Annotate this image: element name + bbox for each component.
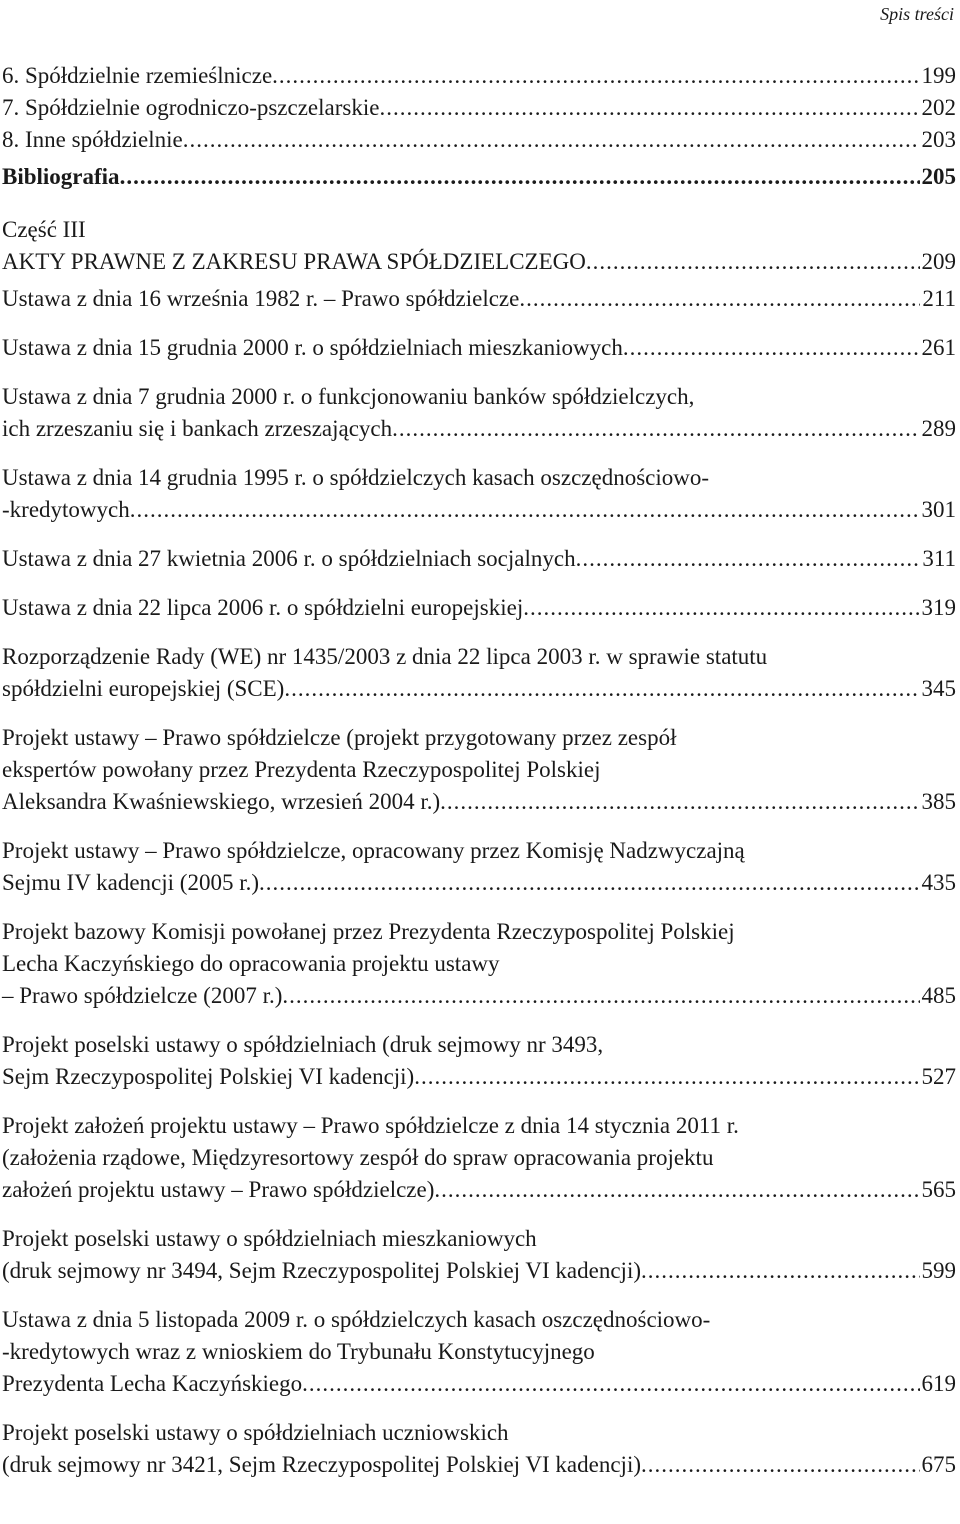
dot-leader <box>519 283 920 315</box>
toc-entry-line: Część III <box>2 217 86 242</box>
toc-entry-title: Bibliografia <box>2 164 120 189</box>
toc-entry[interactable] <box>2 592 956 624</box>
toc-entry-final-line <box>2 543 956 575</box>
page-number: 203 <box>921 127 956 152</box>
toc-entry-line: Ustawa z dnia 14 grudnia 1995 r. o spółdzielczych kasach oszczędnościowo- <box>2 465 710 490</box>
toc-entry-title: Sejmu IV kadencji (2005 r.) <box>2 870 259 895</box>
toc-entry-title: Ustawa z dnia 27 kwietnia 2006 r. o spółdzielniach socjalnych <box>2 546 576 571</box>
toc-entry-line: Projekt poselski ustawy o spółdzielniach mieszkaniowych <box>2 1226 537 1251</box>
toc-entry-line: Ustawa z dnia 5 listopada 2009 r. o spółdzielczych kasach oszczędnościowo- <box>2 1307 711 1332</box>
toc-entry[interactable] <box>2 462 956 526</box>
toc-entry[interactable] <box>2 722 956 818</box>
toc-entry-final-line <box>2 332 956 364</box>
toc-entry-final-line <box>2 161 956 193</box>
toc-entry-final-line <box>2 1174 956 1206</box>
toc-entry[interactable] <box>2 835 956 899</box>
toc-entry[interactable] <box>2 124 956 156</box>
page-number: 211 <box>922 286 956 311</box>
page-number: 675 <box>921 1452 956 1477</box>
toc-entry-final-line <box>2 1368 956 1400</box>
dot-leader <box>623 332 920 364</box>
toc-entry-title: Ustawa z dnia 15 grudnia 2000 r. o spółdzielniach mieszkaniowych <box>2 335 623 360</box>
toc-entry-final-line <box>2 1449 956 1481</box>
toc-entry-title: spółdzielni europejskiej (SCE) <box>2 676 285 701</box>
dot-leader <box>302 1368 919 1400</box>
toc-entry-title: Prezydenta Lecha Kaczyńskiego <box>2 1371 303 1396</box>
toc-entry-title: Sejm Rzeczypospolitej Polskiej VI kadencji) <box>2 1064 415 1089</box>
toc-entry-title: 8. Inne spółdzielnie <box>2 127 183 152</box>
page-number: 289 <box>921 416 956 441</box>
toc-entry[interactable] <box>2 1110 956 1206</box>
toc-entry-line: Ustawa z dnia 7 grudnia 2000 r. o funkcjonowaniu banków spółdzielczych, <box>2 384 695 409</box>
toc-entry-line: ekspertów powołany przez Prezydenta Rzeczypospolitej Polskiej <box>2 757 601 782</box>
toc-entry-final-line <box>2 786 956 818</box>
toc-entry-line: Projekt poselski ustawy o spółdzielniach uczniowskich <box>2 1420 509 1445</box>
toc-entry-title: -kredytowych <box>2 497 130 522</box>
dot-leader <box>183 124 920 156</box>
toc-entry-title: 6. Spółdzielnie rzemieślnicze <box>2 63 273 88</box>
page-number: 599 <box>921 1258 956 1283</box>
page-number: 311 <box>922 546 956 571</box>
toc-entry[interactable] <box>2 332 956 364</box>
running-header: Spis treści <box>880 4 954 24</box>
toc-entry-title: Ustawa z dnia 16 września 1982 r. – Prawo spółdzielcze <box>2 286 520 311</box>
toc-entry-final-line <box>2 1255 956 1287</box>
page-number: 202 <box>921 95 956 120</box>
page-number: 199 <box>921 63 956 88</box>
toc-entry-line: Projekt ustawy – Prawo spółdzielcze, opracowany przez Komisję Nadzwyczajną <box>2 838 745 863</box>
toc-entry-final-line <box>2 592 956 624</box>
toc-entry-title: założeń projektu ustawy – Prawo spółdzielcze) <box>2 1177 435 1202</box>
toc-entry-title: 7. Spółdzielnie ogrodniczo-pszczelarskie <box>2 95 380 120</box>
page-number: 485 <box>921 983 956 1008</box>
toc-entry-final-line <box>2 494 956 526</box>
toc-entry-final-line <box>2 283 956 315</box>
toc-entry-title: ich zrzeszaniu się i bankach zrzeszających <box>2 416 393 441</box>
toc-entry-line: Projekt założeń projektu ustawy – Prawo spółdzielcze z dnia 14 stycznia 2011 r. <box>2 1113 739 1138</box>
dot-leader <box>259 867 920 899</box>
dot-leader <box>641 1255 920 1287</box>
dot-leader <box>282 980 919 1012</box>
page-number: 435 <box>921 870 956 895</box>
toc-entry-final-line <box>2 867 956 899</box>
page-number: 205 <box>921 164 956 189</box>
toc-entry[interactable] <box>2 381 956 445</box>
dot-leader <box>379 92 919 124</box>
toc-entry-part-heading[interactable] <box>2 214 956 278</box>
toc-entry-title: Aleksandra Kwaśniewskiego, wrzesień 2004 r.) <box>2 789 441 814</box>
toc-entry-title: (druk sejmowy nr 3421, Sejm Rzeczypospolitej Polskiej VI kadencji) <box>2 1452 641 1477</box>
dot-leader <box>576 543 921 575</box>
dot-leader <box>392 413 919 445</box>
toc-entry[interactable] <box>2 1029 956 1093</box>
page-number: 565 <box>921 1177 956 1202</box>
toc-entry-title: Ustawa z dnia 22 lipca 2006 r. o spółdzielni europejskiej <box>2 595 524 620</box>
toc-entry-title: (druk sejmowy nr 3494, Sejm Rzeczypospolitej Polskiej VI kadencji) <box>2 1258 641 1283</box>
toc-entry-line: -kredytowych wraz z wnioskiem do Trybunału Konstytucyjnego <box>2 1339 595 1364</box>
toc-entry-final-line <box>2 92 956 124</box>
toc-entry[interactable] <box>2 92 956 124</box>
toc-entry-line: (założenia rządowe, Międzyresortowy zespół do spraw opracowania projektu <box>2 1145 714 1170</box>
toc-entry-final-line <box>2 246 956 278</box>
toc-entry-final-line <box>2 124 956 156</box>
page-number: 261 <box>921 335 956 360</box>
toc-entry-title: AKTY PRAWNE Z ZAKRESU PRAWA SPÓŁDZIELCZEGO <box>2 249 586 274</box>
dot-leader <box>414 1061 919 1093</box>
dot-leader <box>130 494 920 526</box>
toc-entry-final-line <box>2 60 956 92</box>
toc-entry-line: Projekt ustawy – Prawo spółdzielcze (projekt przygotowany przez zespół <box>2 725 677 750</box>
dot-leader <box>272 60 919 92</box>
page-number: 209 <box>921 249 956 274</box>
toc-entry-bibliography[interactable] <box>2 161 956 193</box>
page-number: 527 <box>921 1064 956 1089</box>
toc-entry[interactable] <box>2 916 956 1012</box>
toc-entry-title: – Prawo spółdzielcze (2007 r.) <box>2 983 283 1008</box>
toc-entry-line: Projekt poselski ustawy o spółdzielniach (druk sejmowy nr 3493, <box>2 1032 604 1057</box>
page-number: 319 <box>921 595 956 620</box>
toc-entry-line: Rozporządzenie Rady (WE) nr 1435/2003 z dnia 22 lipca 2003 r. w sprawie statutu <box>2 644 768 669</box>
toc-entry-final-line <box>2 673 956 705</box>
dot-leader <box>120 161 920 193</box>
dot-leader <box>586 246 920 278</box>
dot-leader <box>523 592 919 624</box>
toc-entry-final-line <box>2 980 956 1012</box>
page-number: 301 <box>921 497 956 522</box>
table-of-contents <box>2 60 956 1481</box>
toc-entry[interactable] <box>2 641 956 705</box>
dot-leader <box>284 673 919 705</box>
toc-entry-final-line <box>2 1061 956 1093</box>
toc-entry[interactable] <box>2 543 956 575</box>
toc-entry-final-line <box>2 413 956 445</box>
dot-leader <box>434 1174 919 1206</box>
toc-entry[interactable] <box>2 1304 956 1400</box>
page-number: 385 <box>921 789 956 814</box>
toc-entry[interactable] <box>2 1223 956 1287</box>
toc-entry[interactable] <box>2 1417 956 1481</box>
toc-entry[interactable] <box>2 283 956 315</box>
page-number: 345 <box>921 676 956 701</box>
toc-entry-line: Lecha Kaczyńskiego do opracowania projektu ustawy <box>2 951 500 976</box>
dot-leader <box>440 786 919 818</box>
toc-entry[interactable] <box>2 60 956 92</box>
toc-entry-line: Projekt bazowy Komisji powołanej przez Prezydenta Rzeczypospolitej Polskiej <box>2 919 735 944</box>
dot-leader <box>641 1449 920 1481</box>
page-number: 619 <box>921 1371 956 1396</box>
